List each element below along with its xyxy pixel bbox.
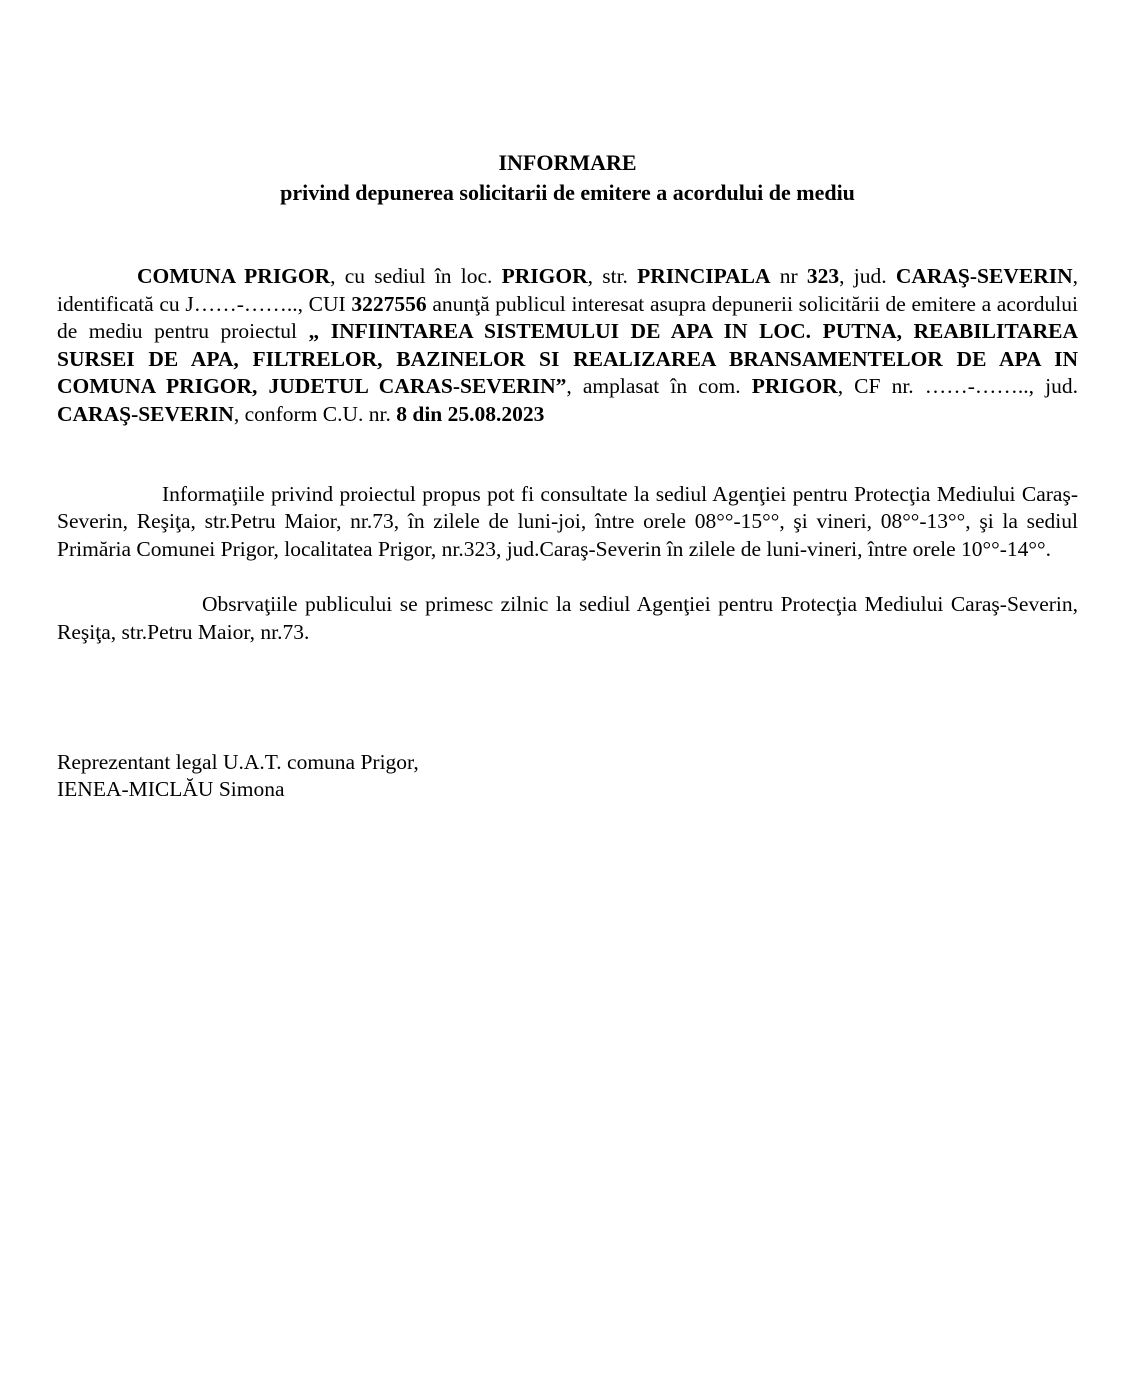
- site-county-name: CARAŞ-SEVERIN: [57, 401, 234, 426]
- locality-name: PRIGOR: [501, 264, 588, 288]
- text-segment: , cu sediul în loc.: [330, 264, 502, 288]
- paragraph-observations: Obsrvaţiile publicului se primesc zilnic la sediul Agenţiei pentru Protecţia Mediului Caraş-Severin, Reşiţa, str.Petru Maior, nr.73.: [57, 592, 1078, 644]
- text-segment: , CF nr. ……-…….., jud.: [837, 374, 1079, 399]
- signature-block: [57, 749, 1078, 804]
- text-segment: nr: [770, 264, 807, 288]
- text-segment: , str.: [587, 264, 638, 288]
- text-segment: , amplasat în com.: [566, 374, 752, 399]
- text-segment: , conform C.U. nr.: [233, 401, 397, 426]
- signature-name: IENEA-MICLĂU Simona: [57, 777, 285, 802]
- certificate-number-date: 8 din 25.08.2023: [396, 401, 545, 426]
- cui-number: 3227556: [351, 291, 427, 316]
- project-title: „ INFIINTAREA SISTEMULUI DE APA IN LOC. PUTNA, REABILITAREA SURSEI DE APA, FILTRELOR, BAZINELOR SI REALIZAREA BRANSAMENTELOR DE APA IN COMUNA PRIGOR, JUDETUL CARAS-SEVERIN”: [57, 319, 1078, 399]
- text-segment: anunţă publicul interesat asupra depunerii solicitării de emitere a acordului de mediu pentru proiectul: [57, 291, 1079, 344]
- county-name: CARAŞ-SEVERIN: [895, 264, 1073, 288]
- document-title: INFORMARE: [498, 150, 637, 175]
- paragraph-applicant: [57, 263, 1078, 429]
- site-locality-name: PRIGOR: [751, 374, 838, 399]
- document-subtitle: privind depunerea solicitarii de emitere a acordului de mediu: [280, 180, 855, 205]
- paragraph-consultation: Informaţiile privind proiectul propus pot fi consultate la sediul Agenţiei pentru Protecţia Mediului Caraş-Severin, Reşiţa, str.Petru Maior, nr.73, în zilele de luni-joi, între orele 08°°-15°°, şi vineri, 08°°-13°°, şi la sediul Primăria Comunei Prigor, localitatea Prigor, nr.323, jud.Caraş-Severin în zilele de luni-vineri, între orele 10°°-14°°.: [57, 481, 1078, 561]
- street-number: 323: [806, 264, 840, 288]
- signature-role: Reprezentant legal U.A.T. comuna Prigor,: [57, 749, 419, 774]
- text-segment: , identificată cu J……-…….., CUI: [57, 264, 1078, 316]
- street-name: PRINCIPALA: [637, 264, 771, 288]
- applicant-name: COMUNA PRIGOR: [137, 264, 331, 288]
- text-segment: , jud.: [839, 264, 896, 288]
